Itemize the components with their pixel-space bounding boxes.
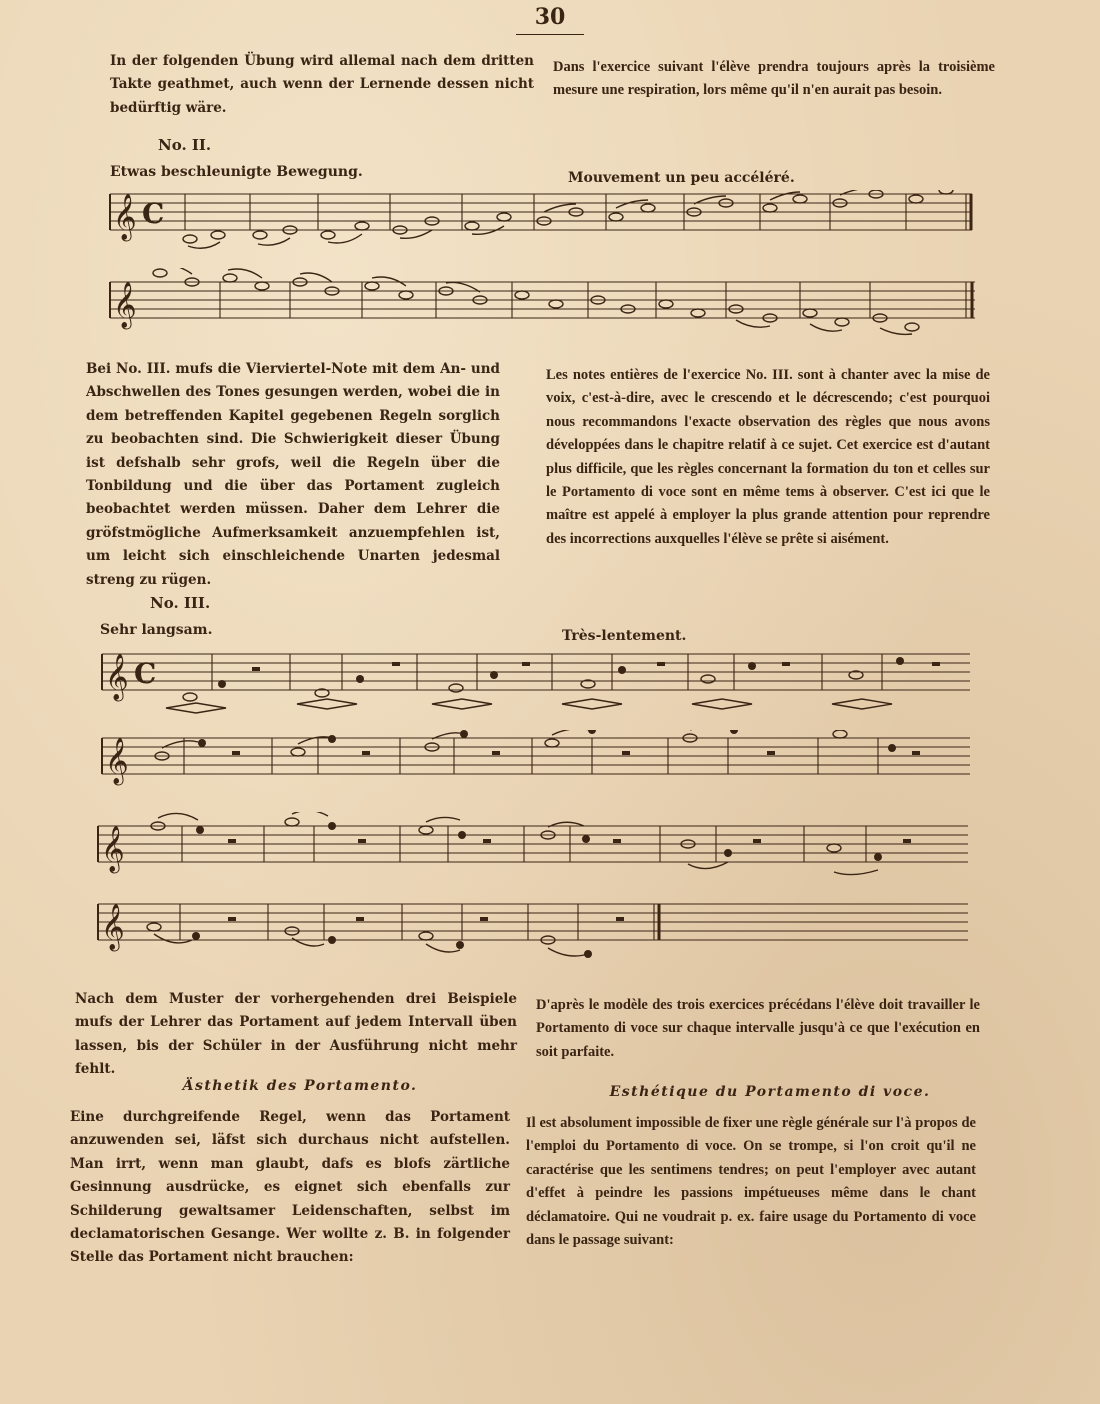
exercise-3-staff-1 xyxy=(92,648,982,722)
svg-text:𝄞: 𝄞 xyxy=(105,738,129,784)
svg-text:C: C xyxy=(134,657,157,690)
aesthetics-german: Eine durchgreifende Regel, wenn das Portament anzuwenden sei, läfst sich durchaus nicht aufstellen. Man irrt, wenn man glaubt, dafs es blofs zärtliche Gesinnung ausdrücke, es eignet sich ebenfalls zur Schilderung gewaltsamer Leidenschaften, selbst im declamatorischen Gesange. Wer wollte z. B. in folgender Stelle das Portament nicht brauchen: xyxy=(70,1109,510,1266)
svg-text:𝄞: 𝄞 xyxy=(113,282,137,328)
exercise-2-tempo-german: Etwas beschleunigte Bewegung. xyxy=(110,164,363,180)
exercise-3-tempo-french: Très-lentement. xyxy=(562,628,687,644)
exercise-2-staff-1 xyxy=(100,190,990,260)
title-rule xyxy=(516,34,584,35)
aesthetics-heading-french: Esthétique du Portamento di voce. xyxy=(609,1084,931,1100)
aesthetics-heading-german: Ästhetik des Portamento. xyxy=(182,1078,418,1094)
page-number: 30 xyxy=(534,4,566,30)
svg-text:𝄞: 𝄞 xyxy=(101,826,125,872)
explanation-3-german: Bei No. III. mufs die Vierviertel-Note mit dem An- und Abschwellen des Tones gesungen werden, wobei die in dem betreffenden Kapitel gegebenen Regeln sorglich zu beobachten sind. Die Schwierigkeit dieser Übung ist defshalb sehr grofs, weil die Regeln über die Tonbildung und die über das Portament zugleich beobachtet werden müssen. Daher dem Lehrer die gröfstmögliche Aufmerksamkeit anzuempfehlen ist, um leicht sich einschleichende Unarten jedesmal streng zu rügen. xyxy=(86,361,500,588)
svg-text:𝄞: 𝄞 xyxy=(101,904,125,950)
closing-german: Nach dem Muster der vorhergehenden drei Beispiele mufs der Lehrer das Portament auf jedem Intervall üben lassen, bis der Schüler in der Ausführung nicht mehr fehlt. xyxy=(75,991,517,1078)
exercise-3-number: No. III. xyxy=(150,594,211,612)
intro-french: Dans l'exercice suivant l'élève prendra toujours après la troisième mesure une respiration, lors même qu'il n'en aurait pas besoin. xyxy=(553,59,995,99)
svg-text:C: C xyxy=(142,197,165,230)
explanation-3-french: Les notes entières de l'exercice No. III. sont à chanter avec la mise de voix, c'est-à-dire, avec le crescendo et le décrescendo; c'est pourquoi nous recommandons l'exacte observation des règles que nous avons développées dans le chapitre relatif à ce sujet. Cet exercice est d'autant plus difficile, que les règles concernant la formation du ton et celles sur le Portamento di voce sont en même tems à observer. C'est ici que le maître est appelé à employer la plus grande attention pour reprendre des incorrections auxquelles l'élève se prête si aisément. xyxy=(546,367,990,547)
closing-french: D'après le modèle des trois exercices précédans l'élève doit travailler le Portamento di voce sur chaque intervalle jusqu'à ce que l'exécution en soit parfaite. xyxy=(536,997,980,1060)
exercise-2-staff-2 xyxy=(100,268,990,338)
svg-text:𝄞: 𝄞 xyxy=(105,654,129,700)
exercise-3-staff-2 xyxy=(92,730,982,800)
exercise-3-staff-3 xyxy=(88,812,982,892)
exercise-2-number: No. II. xyxy=(158,136,212,154)
exercise-2-tempo-french: Mouvement un peu accéléré. xyxy=(568,170,795,186)
aesthetics-french: Il est absolument impossible de fixer une règle générale sur l'à propos de l'emploi du Portamento di voce. On se trompe, si l'on croit qu'il ne caractérise que les sentimens tendres; on peut l'employer avec autant d'effet à peindre les passions impétueuses même dans le chant déclamatoire. Qui ne voudrait p. ex. faire usage du Portamento di voce dans le passage suivant: xyxy=(526,1115,976,1249)
exercise-3-tempo-german: Sehr langsam. xyxy=(100,622,213,638)
svg-text:𝄞: 𝄞 xyxy=(113,194,137,240)
intro-german: In der folgenden Übung wird allemal nach dem dritten Takte geathmet, auch wenn der Lernende dessen nicht bedürftig wäre. xyxy=(110,53,534,116)
exercise-3-staff-4 xyxy=(88,900,982,970)
